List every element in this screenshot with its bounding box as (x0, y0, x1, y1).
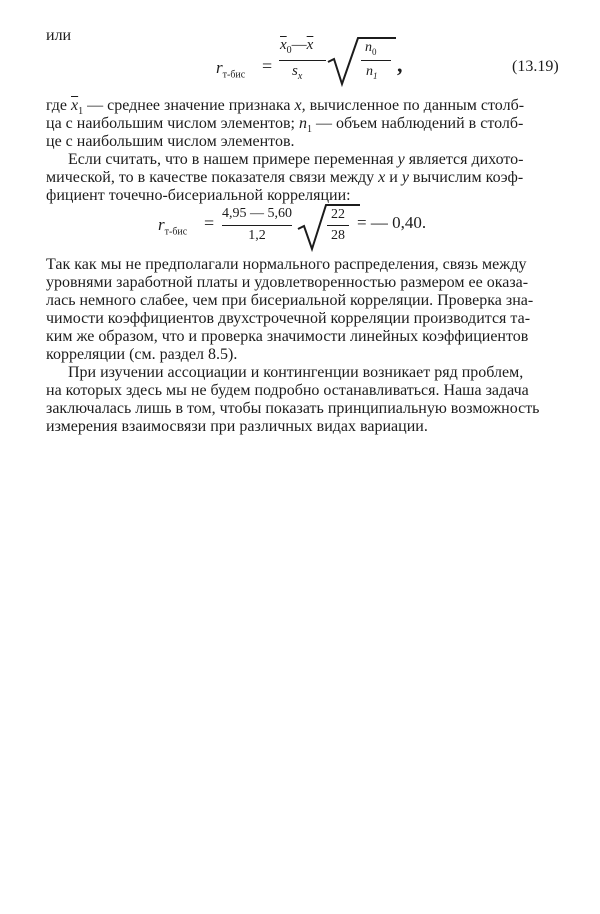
formula1-lhs: $r_{т-бис}$ (216, 58, 246, 81)
para3-line-5: ким же образом, что и проверка значимости линейных коэффициентов (46, 328, 529, 345)
formula1-root-denominator: $n_1$ (366, 64, 378, 81)
formula1-denominator: $s_x$ (292, 63, 303, 82)
formula1-fraction-bar (279, 60, 326, 61)
formula1-comma: , (397, 52, 403, 77)
formula2-equals: = (204, 213, 215, 233)
formula1-equals: = (262, 56, 273, 76)
formula1-root-fraction-bar (361, 60, 391, 61)
intro-word: или (46, 27, 72, 44)
para3-line-1: Так как мы не предполагали нормального распределения, связь между (46, 256, 527, 273)
para1-line-1: где $\overline{x}_1$ — среднее значение признака x, вычисленное по данным столб- (46, 97, 525, 118)
para1-line-3: це с наибольшим числом элементов. (46, 133, 295, 150)
formula1-root-numerator: $n_0$ (365, 40, 377, 57)
para1-line-2: ца с наибольшим числом элементов; $n_1$ — объем наблюдений в столб- (46, 115, 524, 136)
para4-line-3: заключалась лишь в том, чтобы показать принципиальную возможность (46, 400, 540, 417)
para4-line-2: на которых здесь мы не будем подробно останавливаться. Наша задача (46, 382, 529, 399)
formula1-sqrt-sign (328, 34, 368, 94)
para4-line-1: При изучении ассоциации и контингенции возникает ряд проблем, (68, 364, 524, 381)
equation-number: (13.19) (512, 58, 559, 75)
para2-line-2: мической, то в качестве показателя связи между x и y вычислим коэф- (46, 169, 524, 186)
formula2-root-numerator: 22 (331, 207, 345, 222)
formula2-numerator: 4,95 — 5,60 (222, 206, 292, 221)
formula2-result: = — 0,40. (357, 213, 427, 232)
para4-line-4: измерения взаимосвязи при различных видах вариации. (46, 418, 428, 435)
formula2-fraction-bar (222, 225, 292, 226)
formula2-lhs: $r_{т-бис}$ (158, 215, 188, 238)
para3-line-2: уровнями заработной платы и удовлетворенностью размером ее оказа- (46, 274, 529, 291)
formula2-root-fraction-bar (327, 225, 349, 226)
formula2-root-denominator: 28 (331, 228, 345, 243)
para2-line-3: фициент точечно-бисериальной корреляции: (46, 187, 351, 204)
para3-line-6: корреляции (см. раздел 8.5). (46, 346, 238, 363)
formula1-numerator: $\overline{x}_0—\overline{x}$ (280, 37, 314, 56)
para3-line-3: лась немного слабее, чем при бисериальной корреляции. Проверка зна- (46, 292, 534, 309)
formula2-denominator: 1,2 (248, 228, 266, 243)
para3-line-4: чимости коэффициентов двухстрочечной корреляции производится та- (46, 310, 531, 327)
para2-line-1: Если считать, что в нашем примере переменная y является дихото- (68, 151, 524, 168)
